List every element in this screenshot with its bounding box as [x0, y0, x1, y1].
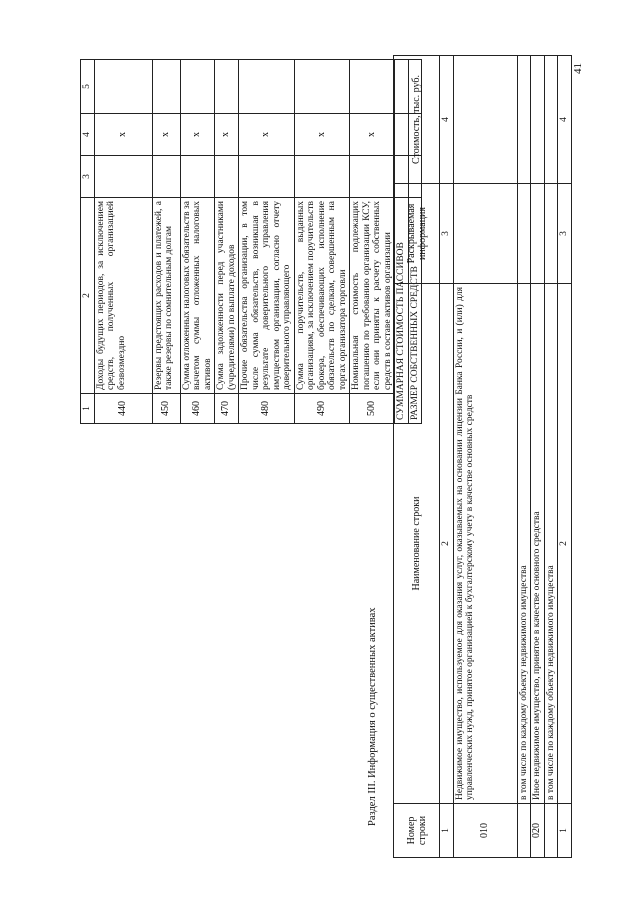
table-row [94, 60, 152, 424]
column-number: 2 [558, 284, 572, 804]
header-code: Номер строки [394, 804, 440, 858]
cell-col4: x [152, 114, 180, 156]
table-header-row [81, 60, 95, 424]
row-name: Недвижимое имущество, используемое для оказания услуг, оказываемых на основании лицензии Банка России, и (или) для управленческих нужд, принятое организацией к бухгалтерскому учету в качестве основных средств [453, 284, 517, 804]
cell-col3 [94, 156, 152, 198]
cell-col4: x [180, 114, 215, 156]
cell-col5 [180, 60, 215, 114]
table-row [215, 60, 239, 424]
cell-col4: x [350, 114, 395, 156]
cell-value [517, 56, 531, 184]
row-code: 020 [531, 804, 545, 858]
cell-col3 [215, 156, 239, 198]
table-header-row [394, 56, 440, 858]
section-heading: Раздел III. Информация о существенных активах [367, 607, 378, 826]
row-code: 490 [294, 394, 350, 424]
row-name: Иное недвижимое имущество, принятое в качестве основного средства [531, 284, 545, 804]
cell-value [544, 56, 558, 184]
row-code: 480 [239, 394, 295, 424]
cell-info [544, 184, 558, 284]
significant-assets-table-block [393, 55, 572, 858]
cell-col5 [215, 60, 239, 114]
cell-col3 [180, 156, 215, 198]
cell-col5 [239, 60, 295, 114]
table-row [239, 60, 295, 424]
header-name: Наименование строки [394, 284, 440, 804]
cell-col5 [350, 60, 395, 114]
cell-col4: x [239, 114, 295, 156]
total-liabilities-label: СУММАРНАЯ СТОИМОСТЬ ПАССИВОВ [395, 198, 409, 424]
column-number: 3 [558, 184, 572, 284]
cell-col4: x [294, 114, 350, 156]
row-name: Сумма поручительств, выданных организациям, за исключением поручительств брокера, обеспечивающих исполнение обязательств по сделкам, совершенным на торгах организатора торговли [294, 198, 350, 394]
column-number: 1 [81, 394, 95, 424]
own-funds-label: РАЗМЕР СОБСТВЕННЫХ СРЕДСТВ [408, 198, 422, 424]
column-number: 1 [440, 804, 454, 858]
row-code: 460 [180, 394, 215, 424]
cell-value [531, 56, 545, 184]
table-row [294, 60, 350, 424]
row-name: Сумма отложенных налоговых обязательств за вычетом суммы отложенных налоговых активов [180, 198, 215, 394]
row-name: Сумма задолженности перед участниками (учредителями) по выплате доходов [215, 198, 239, 394]
cell-value [453, 56, 517, 184]
table-row [350, 60, 395, 424]
header-numbers-row [440, 56, 454, 858]
row-code: 470 [215, 394, 239, 424]
table-row [180, 60, 215, 424]
significant-assets-table [393, 55, 572, 858]
cell-info [517, 184, 531, 284]
table-row [152, 60, 180, 424]
row-code: 440 [94, 394, 152, 424]
cell-col4: x [215, 114, 239, 156]
row-name: Прочие обязательства организации, в том числе сумма обязательств, возникшая в результате доверительного управления имуществом организации, согласно отчету доверительного управляющего [239, 198, 295, 394]
column-number: 4 [558, 56, 572, 184]
row-code [517, 804, 531, 858]
cell-info [531, 184, 545, 284]
column-number: 5 [81, 60, 95, 114]
cell-col5 [94, 60, 152, 114]
table-row [531, 56, 545, 858]
row-code [544, 804, 558, 858]
row-name: Номинальная стоимость подлежащих погашению по требованию организации КСУ, если они приняты к расчету собственных средств в составе активов организации [350, 198, 395, 394]
cell-col3 [239, 156, 295, 198]
row-code: 500 [350, 394, 395, 424]
column-number: 4 [440, 56, 454, 184]
cell-col3 [350, 156, 395, 198]
cell-col4: x [94, 114, 152, 156]
footer-numbers-row [558, 56, 572, 858]
column-number: 3 [440, 184, 454, 284]
row-name: в том числе по каждому объекту недвижимого имущества [517, 284, 531, 804]
assets-liabilities-table-block [80, 59, 422, 424]
table-row [453, 56, 517, 858]
column-number: 3 [81, 156, 95, 198]
cell-col3 [152, 156, 180, 198]
row-code: 450 [152, 394, 180, 424]
row-name: Доходы будущих периодов, за исключением средств, полученных организацией безвозмездно [94, 198, 152, 394]
row-code: 010 [453, 804, 517, 858]
liabilities-table [80, 59, 422, 424]
column-number: 1 [558, 804, 572, 858]
column-number: 4 [81, 114, 95, 156]
table-row [517, 56, 531, 858]
cell-col3 [294, 156, 350, 198]
row-name: в том числе по каждому объекту недвижимого имущества [544, 284, 558, 804]
header-value: Стоимость, тыс. руб. [394, 56, 440, 184]
row-name: Резервы предстоящих расходов и платежей, а также резервы по сомнительным долгам [152, 198, 180, 394]
column-number: 2 [81, 198, 95, 394]
table-row [544, 56, 558, 858]
cell-col5 [152, 60, 180, 114]
header-info: Раскрываемая информация [394, 184, 440, 284]
column-number: 2 [440, 284, 454, 804]
cell-info [453, 184, 517, 284]
cell-col5 [294, 60, 350, 114]
page-number: 41 [572, 63, 584, 74]
